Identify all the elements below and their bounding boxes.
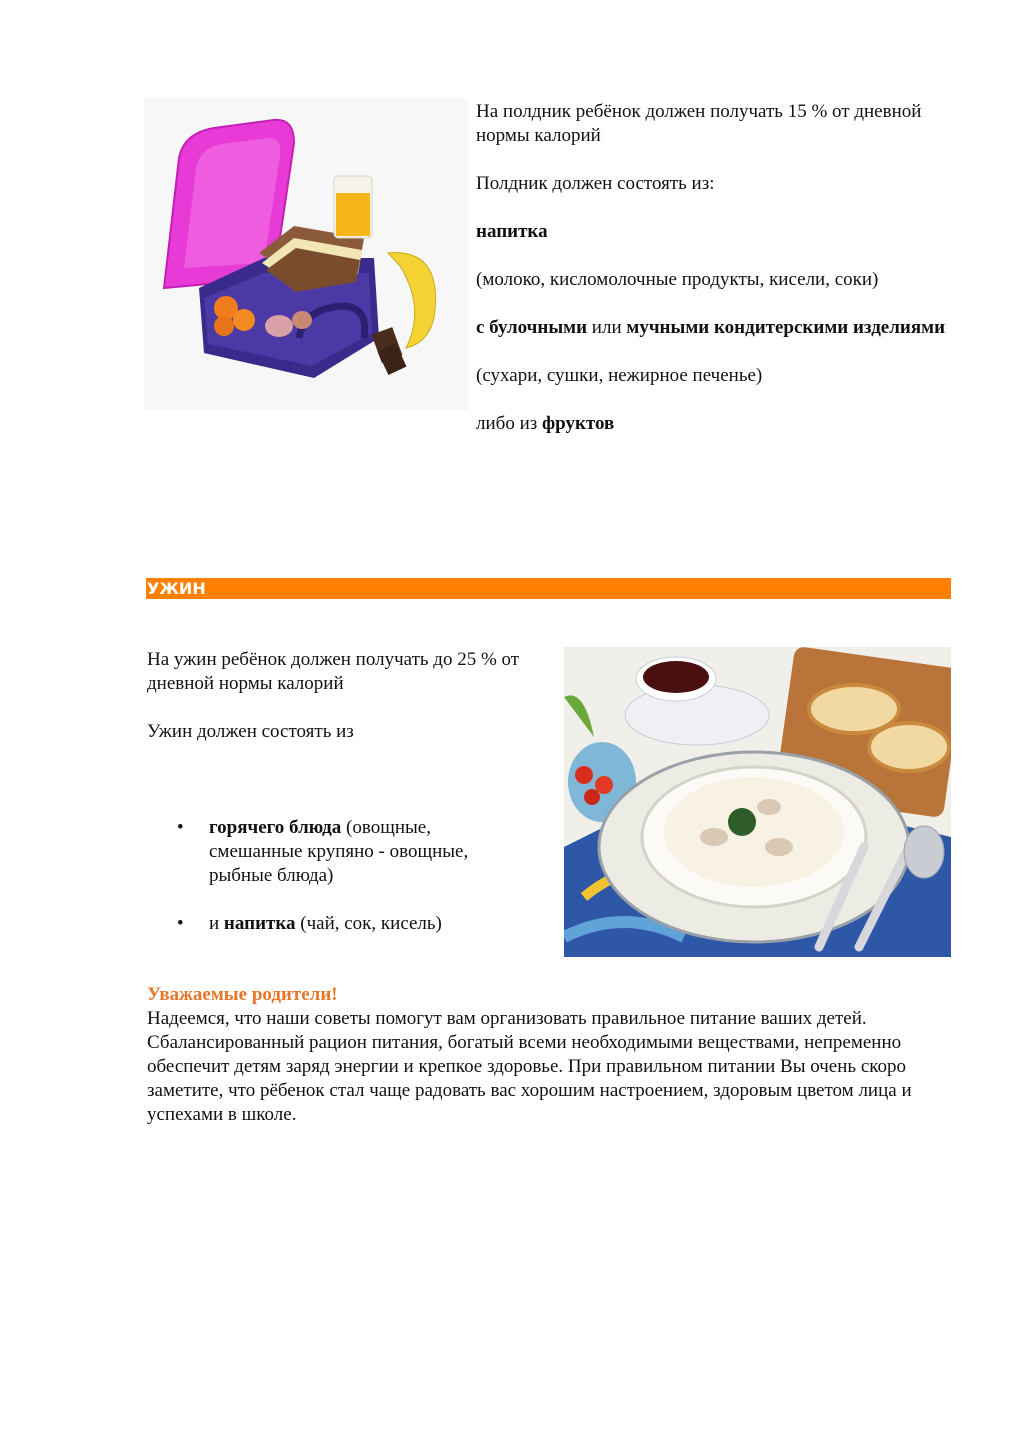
dinner-description [147, 648, 547, 936]
dinner-intro: На ужин ребёнок должен получать до 25 % от дневной нормы калорий [147, 649, 520, 694]
dinner-consists: Ужин должен состоять из [147, 721, 354, 742]
dinner-soup-image [564, 647, 951, 957]
list-item [147, 912, 509, 936]
fruit-prefix: либо из [476, 413, 538, 434]
dinner-header-title: УЖИН [147, 579, 206, 598]
bullet-icon: • [177, 913, 184, 934]
pastry-label: мучными кондитерскими изделиями [626, 317, 946, 338]
list-item [147, 816, 509, 888]
snack-fruit-line [476, 412, 946, 436]
bakery-or: или [591, 317, 622, 338]
closing-body: Надеемся, что наши советы помогут вам организовать правильное питание ваших детей. Сбалансированный рацион питания, богатый всеми необходимыми веществами, непременно обеспечит детям заряд энергии и крепкое здоровье. При правильном питании Вы очень скоро заметите, что рёбенок стал чаще радовать вас хорошим настроением, здоровым цветом лица и успехами в школе. [147, 1008, 912, 1125]
drink-label: напитка [476, 221, 548, 242]
lunchbox-snack-image [144, 98, 468, 410]
item-rest: (овощные, смешанные крупяно - овощные, рыбные блюда) [209, 817, 469, 886]
item-prefix: и [209, 913, 220, 934]
snack-drink-examples: (молоко, кисломолочные продукты, кисели, соки) [476, 269, 879, 290]
snack-bakery-line [476, 316, 946, 340]
snack-bakery-examples: (сухари, сушки, нежирное печенье) [476, 365, 763, 386]
closing-title: Уважаемые родители! [147, 984, 338, 1005]
item-rest: (чай, сок, кисель) [300, 913, 442, 934]
bullet-icon: • [177, 817, 184, 838]
fruit-label: фруктов [542, 413, 615, 434]
dinner-section-header [146, 578, 951, 599]
bakery-label: с булочными [476, 317, 588, 338]
item-bold: напитка [223, 913, 296, 934]
snack-drink-label [476, 220, 946, 244]
item-bold: горячего блюда [209, 817, 342, 838]
snack-description [476, 100, 946, 436]
dinner-items-list [147, 816, 547, 936]
snack-intro: На полдник ребёнок должен получать 15 % от дневной нормы калорий [476, 101, 922, 146]
snack-consists: Полдник должен состоять из: [476, 173, 715, 194]
